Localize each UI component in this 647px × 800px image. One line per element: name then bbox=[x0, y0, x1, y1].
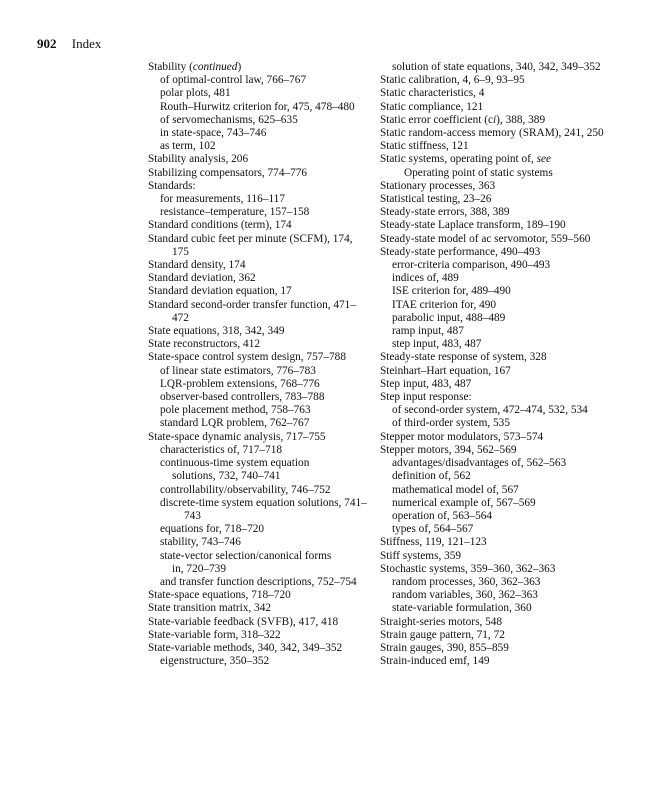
entry-text: Steady-state model of ac servomotor, 559–560 bbox=[380, 232, 591, 245]
index-subentry bbox=[148, 470, 370, 483]
index-subentry bbox=[380, 497, 612, 510]
entry-text: Stepper motor modulators, 573–574 bbox=[380, 430, 544, 443]
entry-text: of second-order system, 472–474, 532, 534 bbox=[392, 404, 588, 417]
index-subentry bbox=[380, 167, 612, 180]
index-entry bbox=[380, 127, 612, 140]
entry-text: Static random-access memory (SRAM), 241, 250 bbox=[380, 127, 604, 140]
entry-text: LQR-problem extensions, 768–776 bbox=[160, 377, 320, 390]
index-entry bbox=[148, 338, 370, 351]
entry-text: Strain gauges, 390, 855–859 bbox=[380, 641, 509, 654]
entry-text: standard LQR problem, 762–767 bbox=[160, 417, 310, 430]
entry-text: Stability ( bbox=[148, 61, 193, 73]
entry-text: State-space dynamic analysis, 717–755 bbox=[148, 430, 326, 443]
index-subentry bbox=[148, 378, 370, 391]
entry-text: pole placement method, 758–763 bbox=[160, 404, 311, 417]
index-entry bbox=[148, 285, 370, 298]
index-subentry bbox=[380, 417, 612, 430]
index-entry bbox=[380, 101, 612, 114]
entry-text: Standard second-order transfer function, 471–472 bbox=[148, 298, 356, 324]
index-subentry bbox=[148, 457, 370, 470]
entry-text: mathematical model of, 567 bbox=[392, 483, 519, 496]
index-entry bbox=[380, 629, 612, 642]
index-entry bbox=[380, 153, 612, 166]
entry-text: Routh–Hurwitz criterion for, 475, 478–480 bbox=[160, 100, 355, 113]
index-entry bbox=[380, 193, 612, 206]
index-column-left bbox=[148, 61, 370, 668]
page-number: 902 bbox=[37, 36, 57, 51]
entry-text: ISE criterion for, 489–490 bbox=[392, 285, 511, 298]
entry-text: eigenstructure, 350–352 bbox=[160, 655, 270, 668]
index-entry bbox=[148, 167, 370, 180]
entry-text: Standard cubic feet per minute (SCFM), 174, 175 bbox=[148, 232, 353, 258]
index-entry bbox=[148, 219, 370, 232]
index-subentry bbox=[148, 576, 370, 589]
index-subentry bbox=[380, 404, 612, 417]
entry-text: random processes, 360, 362–363 bbox=[392, 575, 541, 588]
entry-text: stability, 743–746 bbox=[160, 536, 241, 549]
entry-text: Standards: bbox=[148, 179, 196, 192]
entry-text: characteristics of, 717–718 bbox=[160, 443, 283, 456]
index-subentry bbox=[380, 523, 612, 536]
entry-text: Steinhart–Hart equation, 167 bbox=[380, 364, 511, 377]
index-subentry bbox=[380, 285, 612, 298]
index-subentry bbox=[148, 114, 370, 127]
index-entry bbox=[148, 259, 370, 272]
index-entry bbox=[380, 431, 612, 444]
entry-text: ITAE criterion for, 490 bbox=[392, 298, 497, 311]
index-entry bbox=[380, 74, 612, 87]
index-subentry bbox=[380, 272, 612, 285]
index-subentry bbox=[148, 365, 370, 378]
index-entry bbox=[148, 61, 370, 74]
index-subentry bbox=[380, 457, 612, 470]
index-entry bbox=[148, 325, 370, 338]
entry-text: solution of state equations, 340, 342, 349–352 bbox=[392, 61, 601, 73]
entry-text: State-variable methods, 340, 342, 349–352 bbox=[148, 641, 343, 654]
entry-text: numerical example of, 567–569 bbox=[392, 496, 536, 509]
index-entry bbox=[148, 233, 370, 259]
index-entry bbox=[148, 299, 370, 325]
index-entry bbox=[148, 180, 370, 193]
index-subentry bbox=[148, 87, 370, 100]
entry-text: Standard deviation, 362 bbox=[148, 272, 256, 285]
index-entry bbox=[148, 153, 370, 166]
entry-text: Static characteristics, 4 bbox=[380, 87, 485, 100]
index-subentry bbox=[148, 417, 370, 430]
entry-text: indices of, 489 bbox=[392, 272, 459, 285]
index-entry bbox=[380, 444, 612, 457]
index-subentry bbox=[148, 140, 370, 153]
entry-text: Steady-state Laplace transform, 189–190 bbox=[380, 219, 566, 232]
index-entry bbox=[380, 550, 612, 563]
index-entry bbox=[148, 272, 370, 285]
entry-text: random variables, 360, 362–363 bbox=[392, 589, 538, 602]
index-entry bbox=[148, 431, 370, 444]
index-entry bbox=[380, 246, 612, 259]
entry-text: controllability/observability, 746–752 bbox=[160, 483, 331, 496]
index-subentry bbox=[380, 259, 612, 272]
index-subentry bbox=[148, 550, 370, 563]
entry-text: State transition matrix, 342 bbox=[148, 602, 271, 615]
index-entry bbox=[380, 365, 612, 378]
index-subentry bbox=[380, 602, 612, 615]
index-entry bbox=[380, 140, 612, 153]
entry-text: Static error coefficient (c bbox=[380, 113, 494, 126]
entry-text: State-space equations, 718–720 bbox=[148, 589, 291, 602]
index-subentry bbox=[148, 655, 370, 668]
entry-text: Strain-induced emf, 149 bbox=[380, 655, 490, 668]
entry-text: Standard deviation equation, 17 bbox=[148, 285, 292, 298]
entry-text: Operating point of static systems bbox=[404, 166, 553, 179]
index-entry bbox=[380, 219, 612, 232]
index-subentry bbox=[148, 404, 370, 417]
entry-text: Standard density, 174 bbox=[148, 259, 246, 272]
entry-text: Stochastic systems, 359–360, 362–363 bbox=[380, 562, 556, 575]
index-entry bbox=[380, 536, 612, 549]
entry-text: of third-order system, 535 bbox=[392, 417, 510, 430]
index-entry bbox=[380, 351, 612, 364]
entry-text: definition of, 562 bbox=[392, 470, 471, 483]
entry-text: types of, 564–567 bbox=[392, 523, 474, 536]
entry-text: of linear state estimators, 776–783 bbox=[160, 364, 316, 377]
entry-text: Stability analysis, 206 bbox=[148, 153, 249, 166]
index-subentry bbox=[380, 589, 612, 602]
index-entry bbox=[380, 563, 612, 576]
entry-text: observer-based controllers, 783–788 bbox=[160, 391, 325, 404]
entry-text: parabolic input, 488–489 bbox=[392, 311, 506, 324]
entry-text: and transfer function descriptions, 752–754 bbox=[160, 575, 357, 588]
index-entry bbox=[380, 642, 612, 655]
index-subentry bbox=[380, 576, 612, 589]
entry-text: Static compliance, 121 bbox=[380, 100, 484, 113]
page-header bbox=[37, 36, 101, 52]
index-subentry bbox=[148, 523, 370, 536]
entry-text: State equations, 318, 342, 349 bbox=[148, 325, 285, 338]
entry-text: as term, 102 bbox=[160, 140, 216, 153]
index-entry bbox=[148, 616, 370, 629]
entry-text: solutions, 732, 740–741 bbox=[172, 470, 281, 483]
entry-text: Static calibration, 4, 6–9, 93–95 bbox=[380, 74, 525, 87]
entry-text: Steady-state response of system, 328 bbox=[380, 351, 547, 364]
index-entry bbox=[380, 391, 612, 404]
index-entry bbox=[148, 642, 370, 655]
entry-text: ramp input, 487 bbox=[392, 325, 464, 338]
entry-italic: see bbox=[536, 153, 552, 166]
index-subentry bbox=[380, 484, 612, 497]
index-entry bbox=[380, 655, 612, 668]
index-subentry bbox=[380, 312, 612, 325]
index-subentry bbox=[148, 193, 370, 206]
index-entry bbox=[380, 180, 612, 193]
entry-text: Step input response: bbox=[380, 391, 472, 404]
entry-text: step input, 483, 487 bbox=[392, 338, 482, 351]
entry-text: discrete-time system equation solutions, 741–743 bbox=[160, 496, 367, 522]
entry-text: Stepper motors, 394, 562–569 bbox=[380, 443, 517, 456]
entry-italic: continued bbox=[192, 61, 238, 73]
entry-text: resistance–temperature, 157–158 bbox=[160, 206, 310, 219]
index-subentry bbox=[380, 325, 612, 338]
entry-text: Steady-state errors, 388, 389 bbox=[380, 206, 510, 219]
entry-text: for measurements, 116–117 bbox=[160, 193, 285, 206]
entry-text: Static systems, operating point of, bbox=[380, 153, 537, 166]
index-subentry bbox=[148, 101, 370, 114]
entry-text: Stiff systems, 359 bbox=[380, 549, 462, 562]
index-entry bbox=[148, 629, 370, 642]
index-entry bbox=[148, 602, 370, 615]
entry-text: State-space control system design, 757–788 bbox=[148, 351, 346, 364]
index-subentry bbox=[380, 299, 612, 312]
entry-text: equations for, 718–720 bbox=[160, 523, 265, 536]
index-entry bbox=[380, 206, 612, 219]
index-entry bbox=[380, 87, 612, 100]
index-subentry bbox=[148, 563, 370, 576]
entry-text: State-variable form, 318–322 bbox=[148, 628, 281, 641]
entry-text: Stabilizing compensators, 774–776 bbox=[148, 166, 308, 179]
index-subentry bbox=[148, 206, 370, 219]
index-subentry bbox=[148, 74, 370, 87]
index-subentry bbox=[148, 444, 370, 457]
entry-text: operation of, 563–564 bbox=[392, 509, 493, 522]
entry-text-after: ) bbox=[237, 61, 242, 73]
entry-text: Straight-series motors, 548 bbox=[380, 615, 503, 628]
index-subentry bbox=[380, 470, 612, 483]
entry-text: polar plots, 481 bbox=[160, 87, 231, 100]
entry-italic: i bbox=[493, 113, 497, 126]
index-subentry bbox=[148, 391, 370, 404]
entry-text: Step input, 483, 487 bbox=[380, 377, 472, 390]
index-entry bbox=[148, 351, 370, 364]
entry-text: Stationary processes, 363 bbox=[380, 179, 496, 192]
entry-text: of optimal-control law, 766–767 bbox=[160, 74, 307, 87]
entry-text: state-variable formulation, 360 bbox=[392, 602, 532, 615]
section-title: Index bbox=[71, 36, 102, 51]
entry-text: Statistical testing, 23–26 bbox=[380, 193, 492, 206]
index-entry bbox=[380, 616, 612, 629]
entry-text: in, 720–739 bbox=[172, 562, 226, 575]
entry-text: State-variable feedback (SVFB), 417, 418 bbox=[148, 615, 339, 628]
entry-text: state-vector selection/canonical forms bbox=[160, 549, 332, 562]
entry-text: of servomechanisms, 625–635 bbox=[160, 113, 298, 126]
index-entry bbox=[380, 233, 612, 246]
index-subentry bbox=[148, 497, 370, 523]
index-entry bbox=[380, 378, 612, 391]
index-subentry bbox=[148, 536, 370, 549]
entry-text-after: ), 388, 389 bbox=[496, 113, 546, 126]
entry-text: continuous-time system equation bbox=[160, 457, 310, 470]
entry-text: advantages/disadvantages of, 562–563 bbox=[392, 457, 567, 470]
index-subentry bbox=[148, 484, 370, 497]
entry-text: Steady-state performance, 490–493 bbox=[380, 245, 541, 258]
index-subentry bbox=[380, 338, 612, 351]
index-entry bbox=[148, 589, 370, 602]
entry-text: Static stiffness, 121 bbox=[380, 140, 469, 153]
index-subentry bbox=[380, 510, 612, 523]
entry-text: Standard conditions (term), 174 bbox=[148, 219, 292, 232]
index-column-right bbox=[380, 61, 612, 668]
entry-text: in state-space, 743–746 bbox=[160, 127, 267, 140]
entry-text: error-criteria comparison, 490–493 bbox=[392, 259, 551, 272]
index-entry bbox=[380, 114, 612, 127]
entry-text: State reconstructors, 412 bbox=[148, 338, 260, 351]
entry-text: Stiffness, 119, 121–123 bbox=[380, 536, 487, 549]
index-subentry bbox=[148, 127, 370, 140]
index-subentry bbox=[380, 61, 612, 74]
entry-text: Strain gauge pattern, 71, 72 bbox=[380, 628, 505, 641]
